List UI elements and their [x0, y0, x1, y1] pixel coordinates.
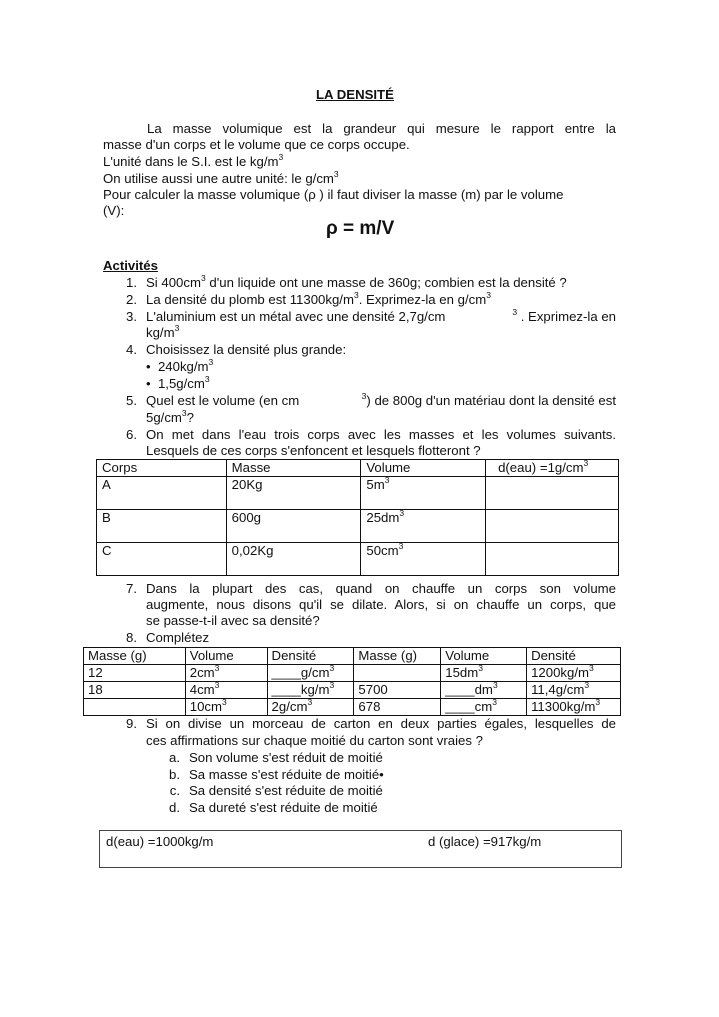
- table-cell: 678: [354, 699, 441, 716]
- activity-item-cont: ces affirmations sur chaque moitié du carton sont vraies ?: [146, 733, 483, 748]
- reference-box: [99, 830, 622, 868]
- item-number: 9.: [126, 716, 137, 731]
- activity-item-cont: $kg/m^3$: [146, 322, 180, 340]
- bullet-icon: •: [146, 376, 151, 391]
- sub-letter: b.: [169, 767, 180, 782]
- activity-item: Dans la plupart des cas, quand on chauffe un corps son volume: [146, 581, 616, 596]
- intro-line: Pour calculer la masse volumique (ρ ) il faut diviser la masse (m) par le volume: [103, 187, 564, 202]
- activity-item-cont: $5g/cm^3$?: [146, 407, 194, 425]
- table-row: [97, 543, 619, 576]
- activities-heading: Activités: [103, 258, 158, 273]
- sub-item: Sa densité s'est réduite de moitié: [189, 783, 383, 798]
- item-number: 1.: [126, 275, 137, 290]
- page-title: LA DENSITÉ: [316, 87, 394, 102]
- table-cell: $50cm^3$: [361, 543, 486, 576]
- bullet-item: • $240kg/m^3$: [146, 356, 214, 374]
- ice-density: d (glace) =917kg/m: [428, 834, 542, 849]
- table-cell: $11300kg/m^3$: [527, 699, 621, 716]
- activity-item: L'aluminium est un métal avec une densité 2,7g/cm $^3$ . Exprimez-la en: [146, 306, 616, 324]
- activity-item-cont: se passe-t-il avec sa densité?: [146, 613, 320, 628]
- activity-item: Si on divise un morceau de carton en deux parties égales, lesquelles de: [146, 716, 616, 731]
- water-density: d(eau) =1000kg/m: [106, 834, 214, 849]
- table-cell: 0,02Kg: [226, 543, 361, 576]
- item-number: 6.: [126, 427, 137, 442]
- table-cell: $25dm^3$: [361, 510, 486, 543]
- item-number: 5.: [126, 393, 137, 408]
- intro-line: On utilise aussi une autre unité: le $g/cm^3$: [103, 168, 339, 186]
- table-cell[interactable]: [354, 665, 441, 682]
- item-number: 3.: [126, 309, 137, 324]
- table-header: Volume: [441, 648, 527, 665]
- table-header: Corps: [97, 460, 227, 477]
- table-row: [97, 477, 619, 510]
- table-row: [84, 665, 621, 682]
- activity-item: Choisissez la densité plus grande:: [146, 342, 347, 357]
- table-cell: $11,4g/cm^3$: [527, 682, 621, 699]
- answer-cell[interactable]: [486, 543, 619, 576]
- table-header-row: [84, 648, 621, 665]
- sub-item: Sa masse s'est réduite de moitié•: [189, 767, 384, 782]
- table-header: Volume: [185, 648, 267, 665]
- table-header: Masse: [226, 460, 361, 477]
- table-header: $d(eau) =1g/cm^3$: [486, 460, 619, 477]
- table-header: Densité: [267, 648, 354, 665]
- intro-line: masse d'un corps et le volume que ce corps occupe.: [103, 137, 410, 152]
- activity-item-cont: Lesquels de ces corps s'enfoncent et lesquels flotteront ?: [146, 443, 481, 458]
- table-cell: $15dm^3$: [441, 665, 527, 682]
- table-row: [97, 510, 619, 543]
- table-cell: A: [97, 477, 227, 510]
- activity-item: Quel est le volume (en cm $^3$) de 800g d'un matériau dont la densité est: [146, 390, 616, 408]
- table-header: Densité: [527, 648, 621, 665]
- table-cell[interactable]: $\_\_\_\_cm^3$: [441, 699, 527, 716]
- table-header: Masse (g): [354, 648, 441, 665]
- item-number: 2.: [126, 292, 137, 307]
- table-cell: 5700: [354, 682, 441, 699]
- item-number: 7.: [126, 581, 137, 596]
- table-cell[interactable]: [84, 699, 186, 716]
- sub-letter: c.: [169, 783, 180, 798]
- table-cell: $2g/cm^3$: [267, 699, 354, 716]
- table-cell: $2cm^3$: [185, 665, 267, 682]
- intro-line: L'unité dans le S.I. est le $kg/m^3$: [103, 151, 284, 169]
- item-number: 8.: [126, 630, 137, 645]
- intro-line: (V):: [103, 203, 125, 218]
- sub-item: Sa dureté s'est réduite de moitié: [189, 800, 378, 815]
- table-cell: $1200kg/m^3$: [527, 665, 621, 682]
- item-number: 4.: [126, 342, 137, 357]
- sub-item: Son volume s'est réduit de moitié: [189, 750, 383, 765]
- table-cell: $4cm^3$: [185, 682, 267, 699]
- activity-item: La densité du plomb est $11300kg/m^3$. Exprimez-la en $g/cm^3$: [146, 289, 491, 307]
- table-cell: B: [97, 510, 227, 543]
- table-cell: $5m^3$: [361, 477, 486, 510]
- answer-cell[interactable]: [486, 510, 619, 543]
- activity-item: Complétez: [146, 630, 210, 645]
- table-cell: C: [97, 543, 227, 576]
- sub-letter: a.: [169, 750, 180, 765]
- table-cell[interactable]: $\_\_\_\_g/cm^3$: [267, 665, 354, 682]
- table-cell[interactable]: $\_\_\_\_dm^3$: [441, 682, 527, 699]
- intro-line: La masse volumique est la grandeur qui mesure le rapport entre la: [147, 121, 616, 136]
- table-cell: $10cm^3$: [185, 699, 267, 716]
- bullet-item: • $1,5g/cm^3$: [146, 373, 210, 391]
- table-cell: 600g: [226, 510, 361, 543]
- table-header-row: [97, 460, 619, 477]
- table-header: Volume: [361, 460, 486, 477]
- table-row: [84, 699, 621, 716]
- table-cell[interactable]: $\_\_\_\_kg/m^3$: [267, 682, 354, 699]
- density-formula: ρ = m/V: [326, 218, 395, 239]
- table-header: Masse (g): [84, 648, 186, 665]
- bodies-table: [96, 459, 619, 576]
- activity-item: On met dans l'eau trois corps avec les masses et les volumes suivants.: [146, 427, 616, 442]
- activity-item: Si $400cm^3$ d'un liquide ont une masse de 360g; combien est la densité ?: [146, 272, 567, 290]
- table-cell: 18: [84, 682, 186, 699]
- sub-letter: d.: [169, 800, 180, 815]
- answer-cell[interactable]: [486, 477, 619, 510]
- bullet-icon: •: [146, 359, 151, 374]
- activity-item-cont: augmente, nous disons qu'il se dilate. Alors, si on chauffe un corps, que: [146, 597, 616, 612]
- table-row: [84, 682, 621, 699]
- completion-table: [83, 647, 621, 716]
- table-cell: 12: [84, 665, 186, 682]
- table-cell: 20Kg: [226, 477, 361, 510]
